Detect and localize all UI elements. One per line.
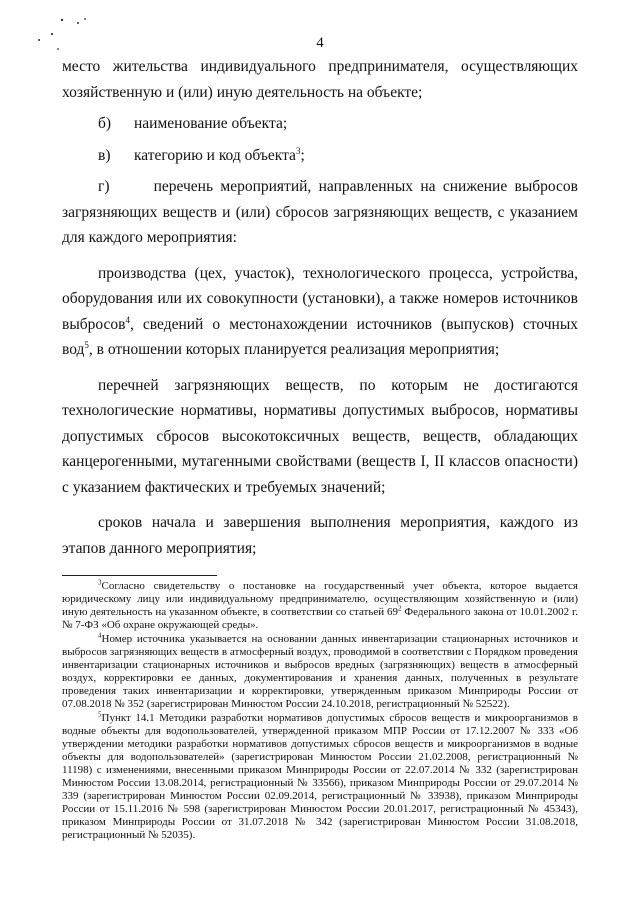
paragraph-production bbox=[62, 261, 578, 363]
footnote-5 bbox=[62, 712, 578, 842]
article-superscript: 2 bbox=[398, 604, 402, 613]
list-letter: б) bbox=[98, 115, 112, 132]
footnote-ref-3: 3 bbox=[295, 145, 301, 156]
list-text bbox=[134, 143, 305, 169]
paragraph-production-part1: производства (цех, участок), технологического процесса, устройства, оборудования или их совокупности (установки), а также номеров источников выбросов bbox=[62, 264, 578, 333]
paragraph-residence: место жительства индивидуального предпринимателя, осуществляющих хозяйственную и (или) иную деятельность на объекте; bbox=[62, 58, 578, 101]
footnote-number: 3 bbox=[98, 578, 102, 587]
paragraph-production-part3: , в отношении которых планируется реализация мероприятия; bbox=[88, 341, 500, 358]
list-text: наименование объекта; bbox=[134, 115, 288, 132]
footnote-number: 4 bbox=[98, 631, 102, 640]
paragraph-pollutants: перечней загрязняющих веществ, по которым не достигаются технологические нормативы, нормативы допустимых выбросов, нормативы допустимых сбросов высокотоксичных веществ, веществ, обладающих канцерогенными, мутагенными свойствами (веществ I, II классов опасности) с указанием фактических и требуемых значений; bbox=[62, 376, 578, 496]
list-item-b bbox=[62, 111, 578, 137]
paragraph-production-part2: , сведений о местонахождении источников (выпусков) сточных вод bbox=[62, 315, 578, 358]
list-letter: в) bbox=[98, 146, 111, 164]
footnote-3-tail: Федерального закона от 10.01.2002 г. № 7-ФЗ «Об охране окружающей среды». bbox=[62, 606, 578, 631]
footnote-5-text: Пункт 14.1 Методики разработки нормативов допустимых сбросов веществ и микроорганизмов в водные объекты для водопользователей, утвержденной приказом МПР России от 17.12.2007 № 333 «Об утверждении методики разработки нормативов допустимых сбросов веществ и микроорганизмов в водные объекты для водопользователей» (зарегистрирован Минюстом России 21.02.2008, регистрационный № 11198) с изменениями, внесенными приказом Минприроды России от 22.07.2014 № 332 (зарегистрирован Минюстом России 13.08.2014, регистрационный № 33566), приказом Минприроды России от 29.07.2014 № 339 (зарегистрирован Минюстом России 02.09.2014, регистрационный № 33938), приказом Минприроды России от 15.11.2016 № 598 (зарегистрирован Минюстом России 20.01.2017, регистрационный № 45343), приказом Минприроды России от 31.07.2018 № 342 (зарегистрирован Минюстом России 31.08.2018, регистрационный № 52035). bbox=[62, 712, 578, 841]
footnote-ref-5: 5 bbox=[84, 339, 89, 350]
list-text: перечень мероприятий, направленных на снижение выбросов загрязняющих веществ и (или) сбросов загрязняющих веществ, с указанием для каждого мероприятия: bbox=[62, 178, 578, 246]
footnote-ref-4: 4 bbox=[125, 314, 130, 325]
list-text-main: категорию и код объекта bbox=[134, 146, 296, 164]
footnote-4 bbox=[62, 633, 578, 711]
footnotes bbox=[62, 580, 578, 842]
list-letter: г) bbox=[98, 178, 110, 195]
footnote-3-text: Согласно свидетельству о постановке на государственный учет объекта, которое выдается юридическому лицу или индивидуальному предпринимателю, осуществляющим хозяйственную и (или) иную деятельность на указанном объекте, в соответствии со статьей 69 bbox=[62, 580, 578, 618]
paragraph-deadlines: сроков начала и завершения выполнения мероприятия, каждого из этапов данного мероприятия; bbox=[62, 514, 578, 557]
footnote-divider bbox=[62, 575, 217, 576]
footnote-number: 5 bbox=[98, 710, 102, 719]
list-item-g bbox=[62, 174, 578, 251]
footnote-3 bbox=[62, 580, 578, 632]
footnote-4-text: Номер источника указывается на основании данных инвентаризации стационарных источников и выбросов загрязняющих веществ в атмосферный воздух, проводимой в соответствии с Порядком проведения инвентаризации стационарных источников и выбросов вредных (загрязняющих) веществ в атмосферный воздух, корректировки ее данных, документирования и хранения данных, полученных в результате проведения таких инвентаризации и корректировки, утвержденным приказом Минприроды России от 07.08.2018 № 352 (зарегистрирован Минюстом России 24.10.2018, регистрационный № 52522). bbox=[62, 633, 578, 710]
page-number: 4 bbox=[316, 35, 324, 51]
body-text bbox=[62, 54, 578, 561]
list-text-tail: ; bbox=[300, 146, 305, 164]
list-item-v bbox=[62, 143, 578, 169]
